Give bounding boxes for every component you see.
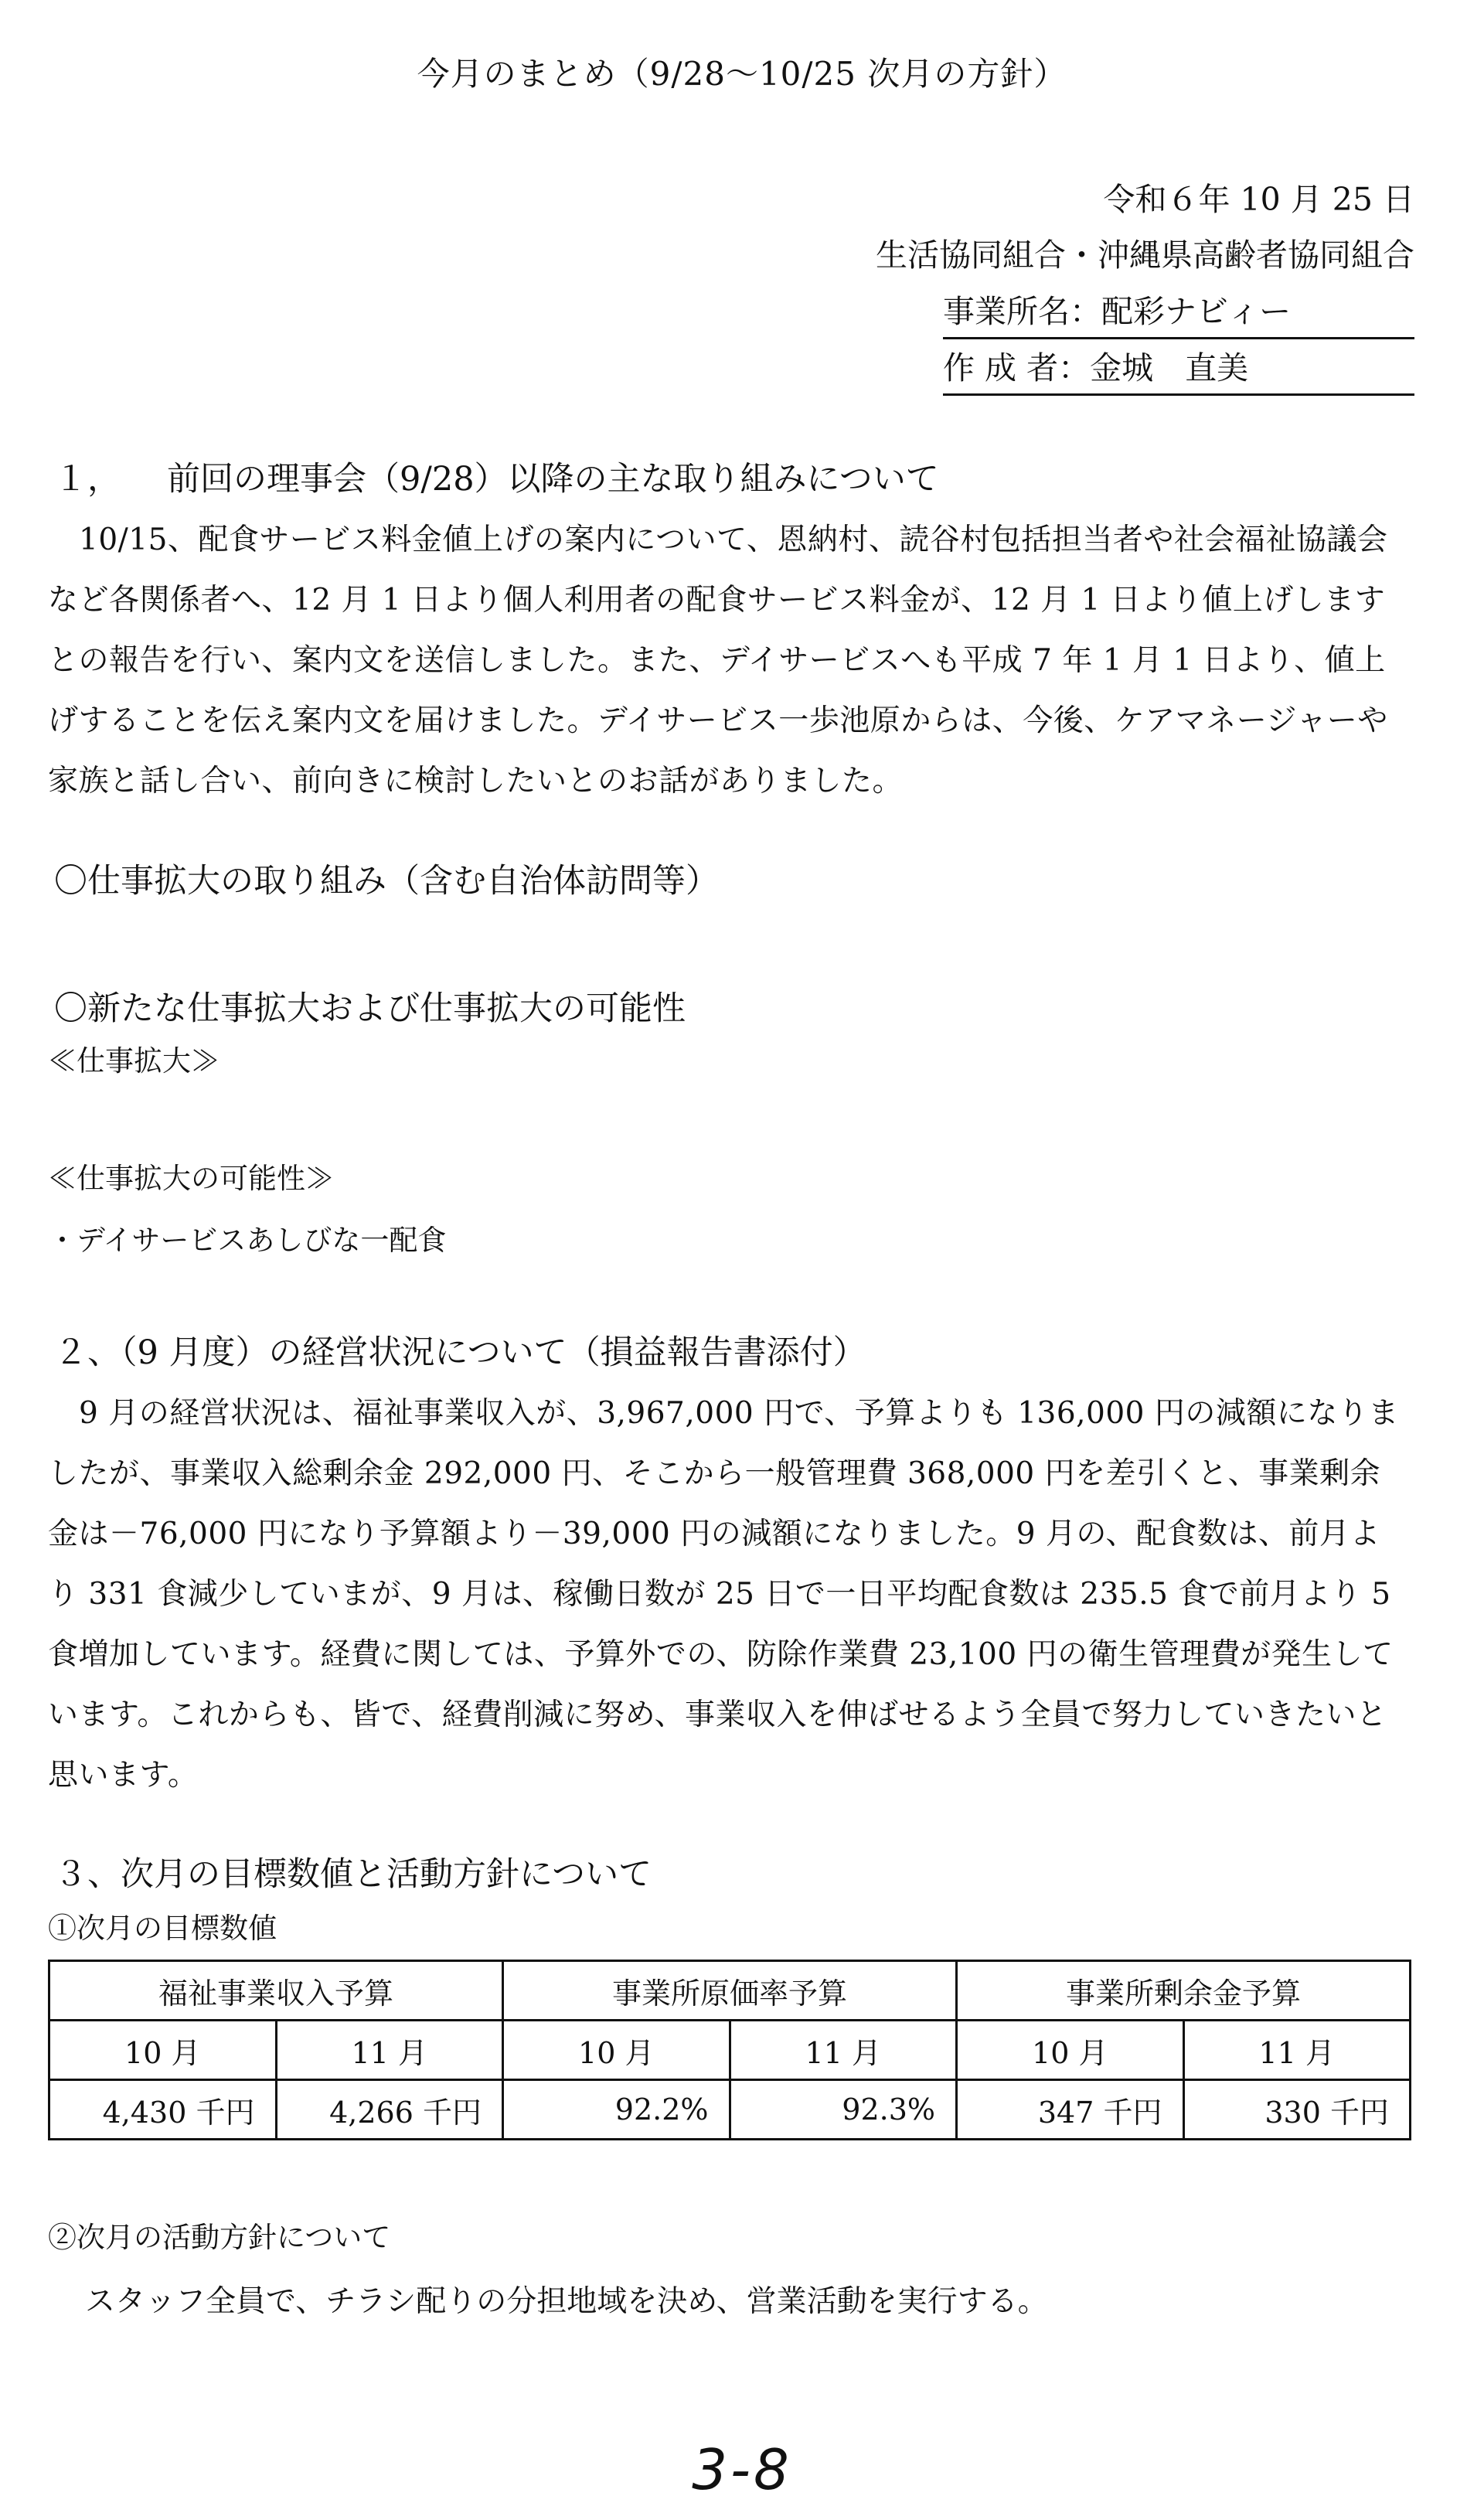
- section2-title: （9 月度）の経営状況について（損益報告書添付）: [121, 1333, 866, 1372]
- document-title: 今月のまとめ（9/28～10/25 次月の方針）: [417, 55, 1067, 93]
- month-header: 11 月: [730, 2021, 957, 2080]
- month-header: 10 月: [49, 2021, 277, 2080]
- table-cell: 4,266 千円: [276, 2080, 503, 2140]
- document-header: [876, 172, 1414, 396]
- expansion-label: ≪仕事拡大≫: [48, 1044, 220, 1078]
- author-name: 作 成 者：金城 直美: [943, 342, 1414, 396]
- month-header: 10 月: [957, 2021, 1184, 2080]
- document-date: 令和６年 10 月 25 日: [1103, 181, 1414, 218]
- table-cell: 330 千円: [1183, 2080, 1411, 2140]
- section3-number: ３、: [54, 1855, 121, 1894]
- section2-body: 9 月の経営状況は、福祉事業収入が、3,967,000 円で、予算よりも 136,000 円の減額になりましたが、事業収入総剰余金 292,000 円、そこから一般管理費 368,000 円を差引くと、事業剰余金は－76,000 円になり予算額より－39,000 円の減額になりました。9 月の、配食数は、前月より 331 食減少していまが、9 月は、稼働日数が 25 日で一日平均配食数は 235.5 食で前月より 5 食増加しています。経費に関しては、予算外での、防除作業費 23,100 円の衛生管理費が発生しています。これからも、皆で、経費削減に努め、事業収入を伸ばせるよう全員で努力していきたいと思います。: [48, 1396, 1399, 1793]
- activity-text: スタッフ全員で、チラシ配りの分担地域を決め、営業活動を実行する。: [85, 2284, 1048, 2319]
- group-header: 事業所原価率予算: [503, 1961, 957, 2021]
- group-header: 福祉事業収入予算: [49, 1961, 503, 2021]
- organization-name: 生活協同組合・沖縄県高齢者協同組合: [876, 237, 1414, 274]
- handwritten-page-number: 3-8: [692, 2437, 792, 2502]
- month-header: 10 月: [503, 2021, 730, 2080]
- table-cell: 92.3%: [730, 2080, 957, 2140]
- month-header: 11 月: [1183, 2021, 1411, 2080]
- section1-body: 10/15、配食サービス料金値上げの案内について、恩納村、読谷村包括担当者や社会福祉協議会など各関係者へ、12 月 1 日より個人利用者の配食サービス料金が、12 月 1 日より値上げしますとの報告を行い、案内文を送信しました。また、デイサービスへも平成 7 年 1 月 1 日より、値上げすることを伝え案内文を届けました。デイサービス一歩池原からは、今後、ケアマネージャーや家族と話し合い、前向きに検討したいとのお話がありました。: [48, 523, 1388, 799]
- table-cell: 347 千円: [957, 2080, 1184, 2140]
- work-expansion-heading: 〇仕事拡大の取り組み（含む自治体訪問等）: [54, 862, 719, 901]
- targets-label: ①次月の目標数値: [48, 1912, 277, 1945]
- group-header: 事業所剰余金予算: [957, 1961, 1411, 2021]
- targets-table: [48, 1960, 1411, 2140]
- section2-heading: [54, 1330, 866, 1376]
- section3-title: 次月の目標数値と活動方針について: [121, 1855, 652, 1894]
- section1-number: １，: [54, 460, 121, 499]
- possibility-label: ≪仕事拡大の可能性≫: [48, 1162, 334, 1195]
- month-header: 11 月: [276, 2021, 503, 2080]
- table-cell: 4,430 千円: [49, 2080, 277, 2140]
- table-value-row: [49, 2080, 1411, 2140]
- table-cell: 92.2%: [503, 2080, 730, 2140]
- section1-title: 前回の理事会（9/28）以降の主な取り組みについて: [167, 460, 939, 499]
- possibility-item: ・デイサービスあしびな一配食: [48, 1224, 447, 1257]
- new-work-heading: 〇新たな仕事拡大および仕事拡大の可能性: [54, 989, 686, 1028]
- section2-number: ２、: [54, 1333, 121, 1372]
- table-month-row: [49, 2021, 1411, 2080]
- table-group-row: [49, 1961, 1411, 2021]
- office-name: 事業所名：配彩ナビィー: [943, 286, 1414, 339]
- section3-heading: [54, 1851, 652, 1898]
- activity-label: ②次月の活動方針について: [48, 2221, 391, 2254]
- section1-heading: [54, 456, 939, 502]
